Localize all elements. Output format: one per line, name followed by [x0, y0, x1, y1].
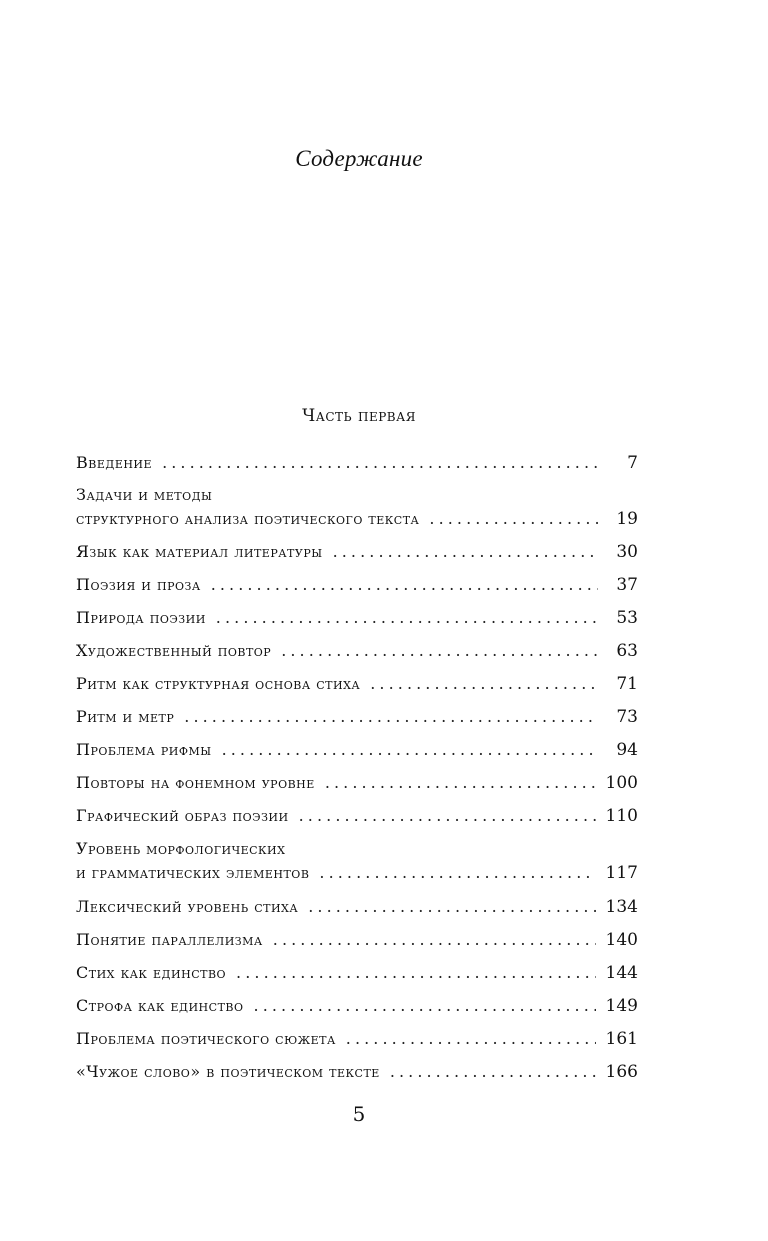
dot-leader	[211, 573, 598, 597]
toc-entry-title: «Чужое слово» в поэтическом тексте	[76, 1062, 380, 1081]
toc-entry-page: 134	[605, 897, 638, 917]
dot-leader	[370, 672, 598, 696]
toc-entry-page: 7	[627, 453, 638, 473]
dot-leader	[273, 928, 596, 952]
dot-leader	[222, 738, 598, 762]
toc-entry[interactable]	[76, 705, 638, 729]
toc-entry-title: и грамматических элементов	[76, 863, 310, 882]
toc-entry[interactable]	[76, 837, 638, 885]
toc-entry[interactable]	[76, 1060, 638, 1084]
toc-entry-title: Проблема поэтического сюжета	[76, 1029, 336, 1048]
page-title: Содержание	[295, 146, 423, 171]
toc-entry-title: Стих как единство	[76, 963, 227, 982]
toc-entry-title: Введение	[76, 453, 153, 472]
toc-entry[interactable]	[76, 540, 638, 564]
toc-entry-title: Поэзия и проза	[76, 575, 201, 594]
toc-entry-page: 63	[616, 641, 638, 661]
dot-leader	[184, 705, 598, 729]
toc-entry[interactable]	[76, 606, 638, 630]
toc-entry-title: Повторы на фонемном уровне	[76, 773, 315, 792]
toc-entry-page: 166	[605, 1062, 638, 1082]
toc-entry-title: Ритм и метр	[76, 707, 175, 726]
toc-entry-page: 73	[616, 707, 638, 727]
toc-entry-page: 30	[616, 542, 638, 562]
toc-entry-title-first-line: Задачи и методы	[76, 485, 213, 504]
toc-entry-title: Художественный повтор	[76, 641, 272, 660]
toc-entry-page: 161	[605, 1029, 638, 1049]
dot-leader	[308, 895, 595, 919]
toc-entry-title: Строфа как единство	[76, 996, 244, 1015]
toc-entry[interactable]	[76, 961, 638, 985]
toc-entry-page: 144	[605, 963, 638, 983]
dot-leader	[299, 804, 596, 828]
part-heading: Часть первая	[302, 406, 416, 426]
dot-leader	[216, 606, 598, 630]
page-number: 5	[352, 1102, 366, 1126]
toc-entry-page: 117	[605, 863, 638, 883]
toc-entry[interactable]	[76, 573, 638, 597]
toc-entry-page: 94	[616, 740, 638, 760]
toc-entry-title: Графический образ поэзии	[76, 806, 289, 825]
toc-entry-page: 149	[605, 996, 638, 1016]
dot-leader	[281, 639, 598, 663]
toc-entry-page: 71	[616, 674, 638, 694]
dot-leader	[346, 1027, 596, 1051]
toc-entry[interactable]	[76, 895, 638, 919]
toc-entry-page: 100	[605, 773, 638, 793]
toc-entry-title-first-line: Уровень морфологических	[76, 839, 286, 858]
toc-entry-title: Проблема рифмы	[76, 740, 212, 759]
dot-leader	[333, 540, 598, 564]
toc-entry[interactable]	[76, 738, 638, 762]
toc-entry-page: 53	[616, 608, 638, 628]
toc-entry[interactable]	[76, 994, 638, 1018]
table-of-contents	[76, 451, 638, 1084]
dot-leader	[390, 1060, 596, 1084]
toc-entry[interactable]	[76, 672, 638, 696]
toc-entry-title: Понятие параллелизма	[76, 930, 263, 949]
dot-leader	[325, 771, 596, 795]
dot-leader	[319, 861, 595, 885]
toc-entry-title: Природа поэзии	[76, 608, 206, 627]
toc-entry-title: Язык как материал литературы	[76, 542, 323, 561]
toc-entry[interactable]	[76, 771, 638, 795]
toc-entry-title: Ритм как структурная основа стиха	[76, 674, 361, 693]
toc-entry-page: 140	[605, 930, 638, 950]
toc-entry[interactable]	[76, 639, 638, 663]
toc-entry-title: Лексический уровень стиха	[76, 897, 299, 916]
toc-entry[interactable]	[76, 451, 638, 475]
toc-entry-title: структурного анализа поэтического текста	[76, 509, 420, 528]
dot-leader	[236, 961, 596, 985]
dot-leader	[429, 507, 598, 531]
dot-leader	[254, 994, 596, 1018]
toc-entry[interactable]	[76, 483, 638, 531]
toc-entry-page: 19	[616, 509, 638, 529]
toc-entry[interactable]	[76, 1027, 638, 1051]
toc-entry-page: 37	[616, 575, 638, 595]
toc-entry-page: 110	[605, 806, 638, 826]
toc-entry[interactable]	[76, 928, 638, 952]
toc-entry[interactable]	[76, 804, 638, 828]
dot-leader	[162, 451, 598, 475]
